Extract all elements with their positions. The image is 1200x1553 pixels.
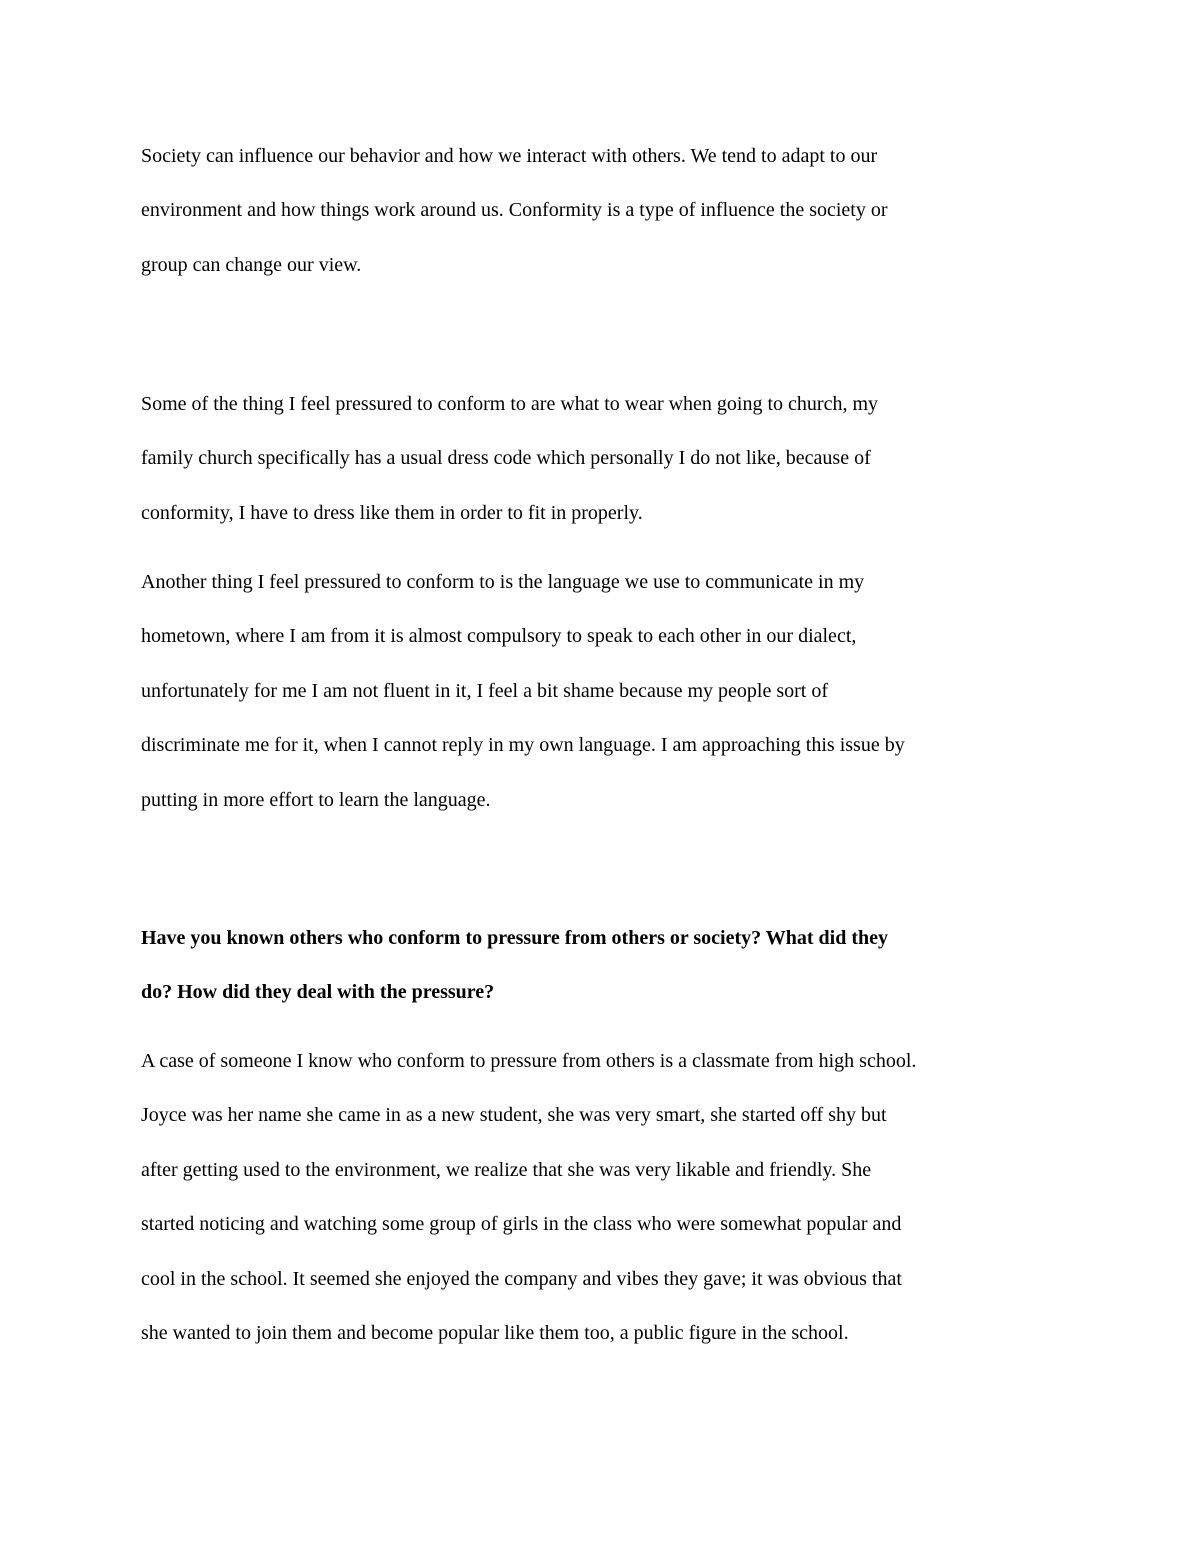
paragraph-church-dress-code: Some of the thing I feel pressured to conform to are what to wear when going to church, my family church specifically has a usual dress code which personally I do not like, because of conformity, I have to dress like them in order to fit in properly. bbox=[141, 393, 879, 524]
paragraph-society-influence: Society can influence our behavior and how we interact with others. We tend to adapt to our environment and how things work around us. Conformity is a type of influence the society or group can change our view. bbox=[141, 145, 888, 276]
question-heading: Have you known others who conform to pressure from others or society? What did they do? How did they deal with the pressure? bbox=[141, 927, 889, 1004]
paragraph-classmate-story: A case of someone I know who conform to pressure from others is a classmate from high school. Joyce was her name she came in as a new student, she was very smart, she started off shy but after getting used to the environment, we realize that she was very likable and friendly. She started noticing and watching some group of girls in the class who were somewhat popular and cool in the school. It seemed she enjoyed the company and vibes they gave; it was obvious that she wanted to join them and become popular like them too, a public figure in the school. bbox=[141, 1050, 917, 1345]
paragraph-language-pressure: Another thing I feel pressured to conform to is the language we use to communicate in my hometown, where I am from it is almost compulsory to speak to each other in our dialect, unfortunately for me I am not fluent in it, I feel a bit shame because my people sort of discriminate me for it, when I cannot reply in my own language. I am approaching this issue by putting in more effort to learn the language. bbox=[141, 571, 905, 811]
